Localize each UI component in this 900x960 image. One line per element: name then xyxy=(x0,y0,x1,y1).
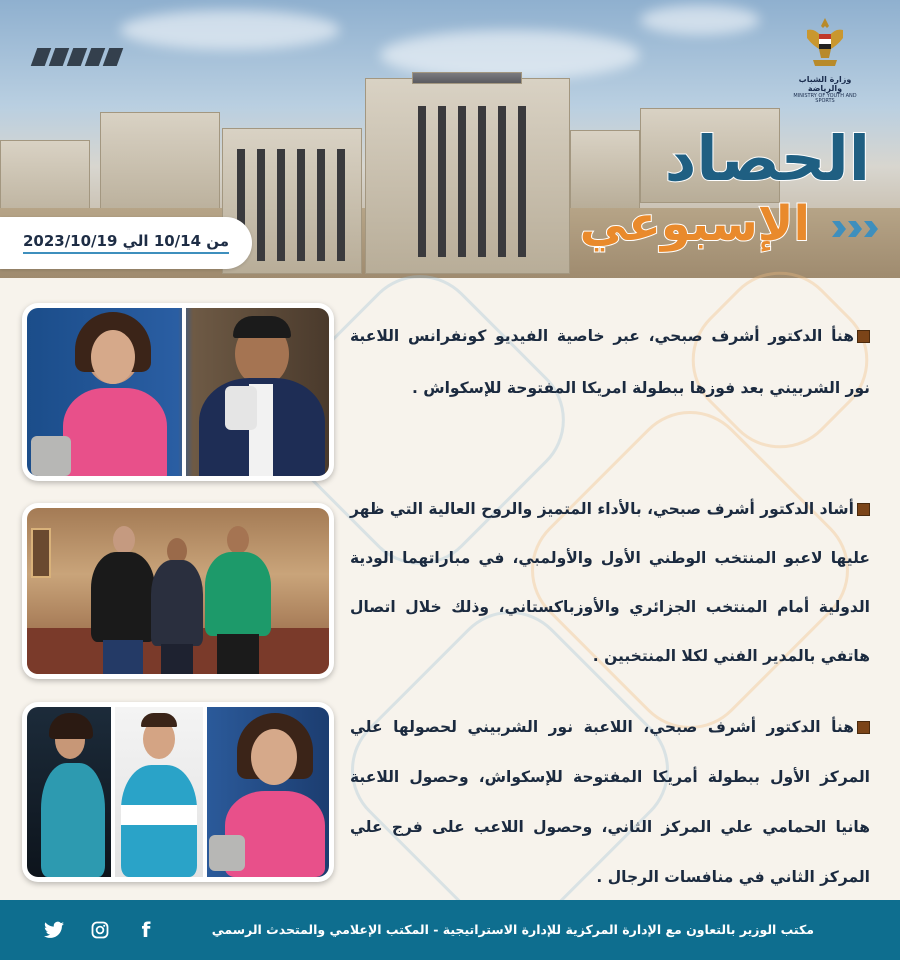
footer-bar xyxy=(0,900,900,960)
photo-squash-player-and-minister xyxy=(27,308,329,476)
social-links xyxy=(40,916,160,944)
sky-cloud xyxy=(640,5,760,35)
bullet-square-icon xyxy=(857,330,870,343)
facebook-icon[interactable]: f xyxy=(141,918,151,942)
twitter-icon[interactable] xyxy=(40,916,68,944)
news-item-3 xyxy=(350,702,870,902)
background-building xyxy=(100,112,220,222)
date-range-text: من 10/14 الي 2023/10/19 xyxy=(23,232,229,254)
photo-minister-with-coaches xyxy=(27,508,329,674)
news-item-2 xyxy=(350,485,870,681)
news-photo-1 xyxy=(22,303,334,481)
ministry-name-ar: وزارة الشباب والرياضة xyxy=(798,75,852,93)
instagram-icon[interactable] xyxy=(86,916,114,944)
header-banner xyxy=(0,0,900,278)
bullet-square-icon xyxy=(857,503,870,516)
news-item-3-text: هنأ الدكتور أشرف صبحي، اللاعبة نور الشربيني لحصولها علي المركز الأول ببطولة أمريكا المفتوحة للإسكواش، وحصول اللاعبة هانيا الحمامي علي المركز الثاني، وحصول اللاعب على فرج علي المركز الثاني في منافسات الرجال . xyxy=(350,718,870,886)
sky-cloud xyxy=(120,10,340,50)
decorative-stripes xyxy=(34,48,120,66)
bullet-square-icon xyxy=(857,721,870,734)
news-item-2-text: أشاد الدكتور أشرف صبحي، بالأداء المتميز والروح العالية التي ظهر عليها لاعبو المنتخب الوطني الأول والأولمبي، في مباراتهما الودية الدولية أمام المنتخب الجزائري والأوزباكستاني، وذلك خلال اتصال هاتفي بالمدير الفني لكلا المنتخبين . xyxy=(350,500,870,665)
title-chevrons-icon xyxy=(832,221,878,237)
building-roof xyxy=(412,72,522,84)
footer-credit-text: مكتب الوزير بالتعاون مع الإدارة المركزية للإدارة الاستراتيجية - المكتب الإعلامي والمتحدث الرسمي xyxy=(211,922,814,937)
date-range-badge xyxy=(0,217,252,269)
news-photo-3 xyxy=(22,702,334,882)
news-item-1-text: هنأ الدكتور أشرف صبحي، عبر خاصية الفيديو كونفرانس اللاعبة نور الشربيني بعد فوزها ببطولة امريكا المفتوحة للإسكواش . xyxy=(350,327,870,397)
page-title-line1: الحصاد xyxy=(664,122,870,195)
ministry-name-en: MINISTRY OF YOUTH AND SPORTS xyxy=(793,92,857,105)
page-title-line2: الإسبوعي xyxy=(579,196,810,252)
news-photo-2 xyxy=(22,503,334,679)
photo-squash-champions xyxy=(27,707,329,877)
news-item-1 xyxy=(350,310,870,414)
eagle-emblem-icon xyxy=(803,16,847,70)
ministry-logo xyxy=(790,16,860,105)
